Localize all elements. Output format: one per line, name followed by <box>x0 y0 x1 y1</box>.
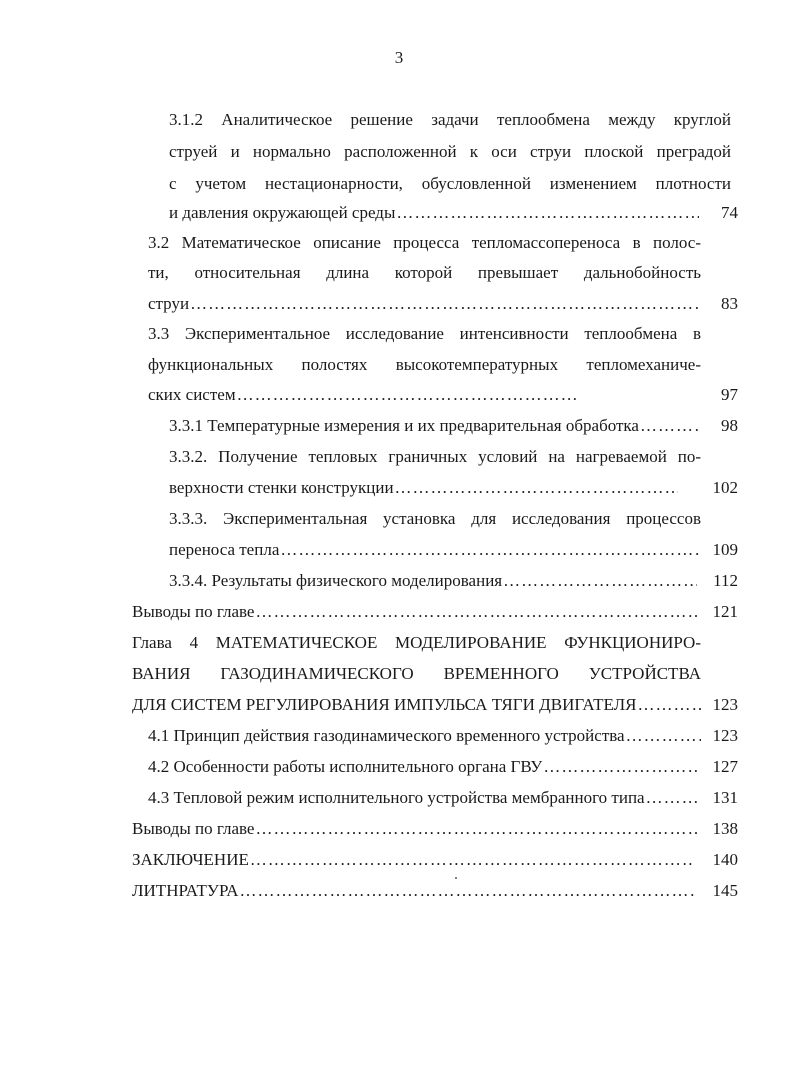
toc-line: струей и нормально расположенной к оси струи плоской преградой <box>169 142 731 161</box>
toc-line: 3.3 Экспериментальное исследование интенсивности теплообмена в <box>148 324 701 343</box>
toc-page-number: 127 <box>712 757 738 776</box>
toc-entry-title: верхности стенки конструкции <box>169 478 394 497</box>
toc-page-number: 83 <box>721 294 738 313</box>
toc-entry-title: ских систем <box>148 385 236 404</box>
toc-page-number: 97 <box>721 385 738 404</box>
toc-line: ти, относительная длина которой превышает дальнобойность <box>148 263 701 282</box>
leader-dots <box>237 379 580 411</box>
toc-entry-title: Выводы по главе <box>132 819 255 838</box>
leader-dots <box>190 288 699 320</box>
toc-page-number: 123 <box>712 726 738 745</box>
toc-entry-title: струи <box>148 294 190 313</box>
toc-line <box>169 565 697 597</box>
toc-line <box>148 720 701 752</box>
toc-line <box>132 813 699 845</box>
toc-line <box>169 472 678 504</box>
toc-page-number: 145 <box>712 881 738 900</box>
toc-page-number: 98 <box>721 416 738 435</box>
toc-line <box>148 782 701 814</box>
toc-line <box>132 596 699 628</box>
toc-line <box>148 751 699 783</box>
toc-entry-title: и давления окружающей среды <box>169 203 396 222</box>
toc-line <box>132 875 697 907</box>
toc-page-number: 123 <box>712 695 738 714</box>
toc-entry-title: 4.3 Тепловой режим исполнительного устройства мембранного типа <box>148 788 645 807</box>
toc-entry-title: ЛИТНРАТУРА <box>132 881 239 900</box>
toc-page-number: 109 <box>712 540 738 559</box>
toc-line <box>148 379 580 411</box>
toc-page-number: 138 <box>712 819 738 838</box>
toc-entry-title: Выводы по главе <box>132 602 255 621</box>
toc-page-number: 74 <box>721 203 738 222</box>
chapter-heading-line <box>132 689 703 721</box>
leader-dots <box>280 534 699 566</box>
leader-dots <box>255 596 699 628</box>
toc-entry-title: ЗАКЛЮЧЕНИЕ <box>132 850 249 869</box>
toc-entry-title: переноса тепла <box>169 540 280 559</box>
toc-page-number: 121 <box>712 602 738 621</box>
leader-dots <box>395 472 678 504</box>
toc-page-number: 140 <box>712 850 738 869</box>
chapter-heading-line: ВАНИЯ ГАЗОДИНАМИЧЕСКОГО ВРЕМЕННОГО УСТРОЙСТВА <box>132 664 701 683</box>
chapter-heading-line: Глава 4 МАТЕМАТИЧЕСКОЕ МОДЕЛИРОВАНИЕ ФУНКЦИОНИРО- <box>132 633 701 652</box>
toc-line: 3.2 Математическое описание процесса тепломассопереноса в полос- <box>148 233 701 252</box>
toc-line <box>169 197 699 229</box>
toc-line: 3.1.2 Аналитическое решение задачи теплообмена между круглой <box>169 110 731 129</box>
leader-dots <box>396 197 699 229</box>
page-number: 3 <box>394 48 404 67</box>
leader-dots <box>503 565 697 597</box>
leader-dots <box>250 844 695 876</box>
toc-line: функциональных полостях высокотемпературных тепломеханиче- <box>148 355 701 374</box>
toc-line <box>148 288 699 320</box>
toc-line: 3.3.2. Получение тепловых граничных условий на нагреваемой по- <box>169 447 701 466</box>
leader-dots <box>240 875 697 907</box>
toc-page-number: 102 <box>712 478 738 497</box>
toc-line: 3.3.3. Экспериментальная установка для исследования процессов <box>169 509 701 528</box>
toc-entry-title: 4.1 Принцип действия газодинамического временного устройства <box>148 726 625 745</box>
toc-entry-title: 4.2 Особенности работы исполнительного органа ГВУ <box>148 757 543 776</box>
toc-entry-title: ДЛЯ СИСТЕМ РЕГУЛИРОВАНИЯ ИМПУЛЬСА ТЯГИ ДВИГАТЕЛЯ <box>132 695 637 714</box>
toc-page-number: 112 <box>713 571 738 590</box>
leader-dots <box>543 751 699 783</box>
toc-line <box>169 534 699 566</box>
toc-entry-title: 3.3.1 Температурные измерения и их предварительная обработка <box>169 416 639 435</box>
toc-line: с учетом нестационарности, обусловленной изменением плотности <box>169 174 731 193</box>
leader-dots <box>255 813 699 845</box>
toc-entry-title: 3.3.4. Результаты физического моделирования <box>169 571 503 590</box>
scan-speck <box>455 877 457 879</box>
toc-line <box>132 844 695 876</box>
toc-page-number: 131 <box>712 788 738 807</box>
toc-line <box>169 410 699 442</box>
